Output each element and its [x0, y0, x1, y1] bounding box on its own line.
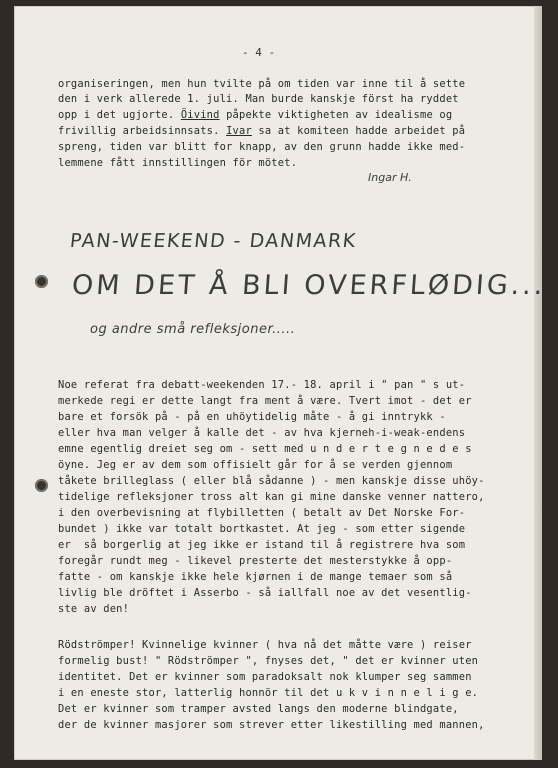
- para2-line: tåkete brilleglass ( eller blå sådanne ) - men kanskje disse uhöy-: [58, 475, 485, 487]
- text-line-4: [58, 124, 465, 140]
- heading-main-title: OM DET Å BLI OVERFLØDIG...: [70, 270, 547, 301]
- text-line-5: spreng, tiden var blitt for knapp, av den grunn hadde ikke med-: [58, 141, 466, 153]
- para2-line: eller hva man velger å kalle det - av hva kjerneh-i-weak-endens: [58, 427, 466, 439]
- para3-line: Det er kvinner som tramper avsted langs den moderne blindgate,: [58, 703, 459, 715]
- text-line-6: lemmene fått innstillingen för mötet.: [58, 157, 298, 169]
- para3-line: Rödströmper! Kvinnelige kvinner ( hva nå det måtte være ) reiser: [58, 639, 472, 651]
- para3-line: identitet. Det er kvinner som paradoksalt nok klumper seg sammen: [58, 671, 472, 683]
- para2-line: Noe referat fra debatt-weekenden 17.- 18. april i " pan " s ut-: [58, 379, 466, 391]
- para2-line: tidelige refleksjoner tross alt kan gi mine danske venner nattero,: [58, 491, 485, 503]
- text-line-3-rest: påpekte viktigheten av idealisme og: [219, 109, 453, 121]
- para2-line: emne egentlig dreiet seg om - sett med u n d e r t e g n e d e s: [58, 443, 472, 455]
- text-line-2: den i verk allerede 1. juli. Man burde kanskje först ha ryddet: [58, 93, 459, 105]
- heading-pan-weekend: PAN-WEEKEND - DANMARK: [68, 230, 358, 252]
- text-line-3-start: opp i det ugjorte.: [58, 109, 181, 121]
- para2-line: öyne. Jeg er av dem som offisielt går for å se verden gjennom: [58, 459, 453, 471]
- handwritten-signature: Ingar H.: [368, 171, 412, 184]
- para3-line: i en eneste stor, latterlig honnör til det u k v i n n e l i g e.: [58, 687, 479, 699]
- page-number: - 4 -: [242, 46, 276, 59]
- name-ivar: Ivar: [226, 125, 252, 137]
- punch-hole-top: [35, 275, 48, 288]
- para2-line: bare et forsök på - på en uhöytidelig måte - å gi inntrykk -: [58, 411, 446, 423]
- para3-line: der de kvinner masjorer som strever etter likestilling med mannen,: [58, 719, 485, 731]
- text-line-3: [58, 108, 452, 124]
- name-oivind: Öivind: [180, 109, 220, 121]
- para2-line: fatte - om kanskje ikke hele kjørnen i de mange temaer som så: [58, 571, 453, 583]
- heading-subtitle: og andre små refleksjoner.....: [90, 322, 296, 337]
- para2-line: er så borgerlig at jeg ikke er istand til å registrere hva som: [58, 539, 466, 551]
- text-line-4-start: frivillig arbeidsinnsats.: [58, 125, 227, 137]
- text-line-4-rest: sa at komiteen hadde arbeidet på: [251, 125, 466, 137]
- text-line-1: organiseringen, men hun tvilte på om tiden var inne til å sette: [58, 78, 466, 90]
- para2-line: livlig ble dröftet i Asserbo - så iallfall noe av det vesentlig-: [58, 587, 472, 599]
- para2-line: ste av den!: [58, 603, 130, 615]
- punch-hole-bottom: [35, 479, 48, 492]
- para2-line: foregår rundt meg - likevel presterte det mesterstykke å opp-: [58, 555, 453, 567]
- para2-line: merkede regi er dette langt fra ment å være. Tvert imot - det er: [58, 395, 472, 407]
- para3-line: formelig bust! " Rödströmper ", fnyses det, " det er kvinner uten: [58, 655, 479, 667]
- para2-line: i den overbevisning at flybilletten ( betalt av Det Norske For-: [58, 507, 466, 519]
- para2-line: bundet ) ikke var totalt bortkastet. At jeg - som etter sigende: [58, 523, 466, 535]
